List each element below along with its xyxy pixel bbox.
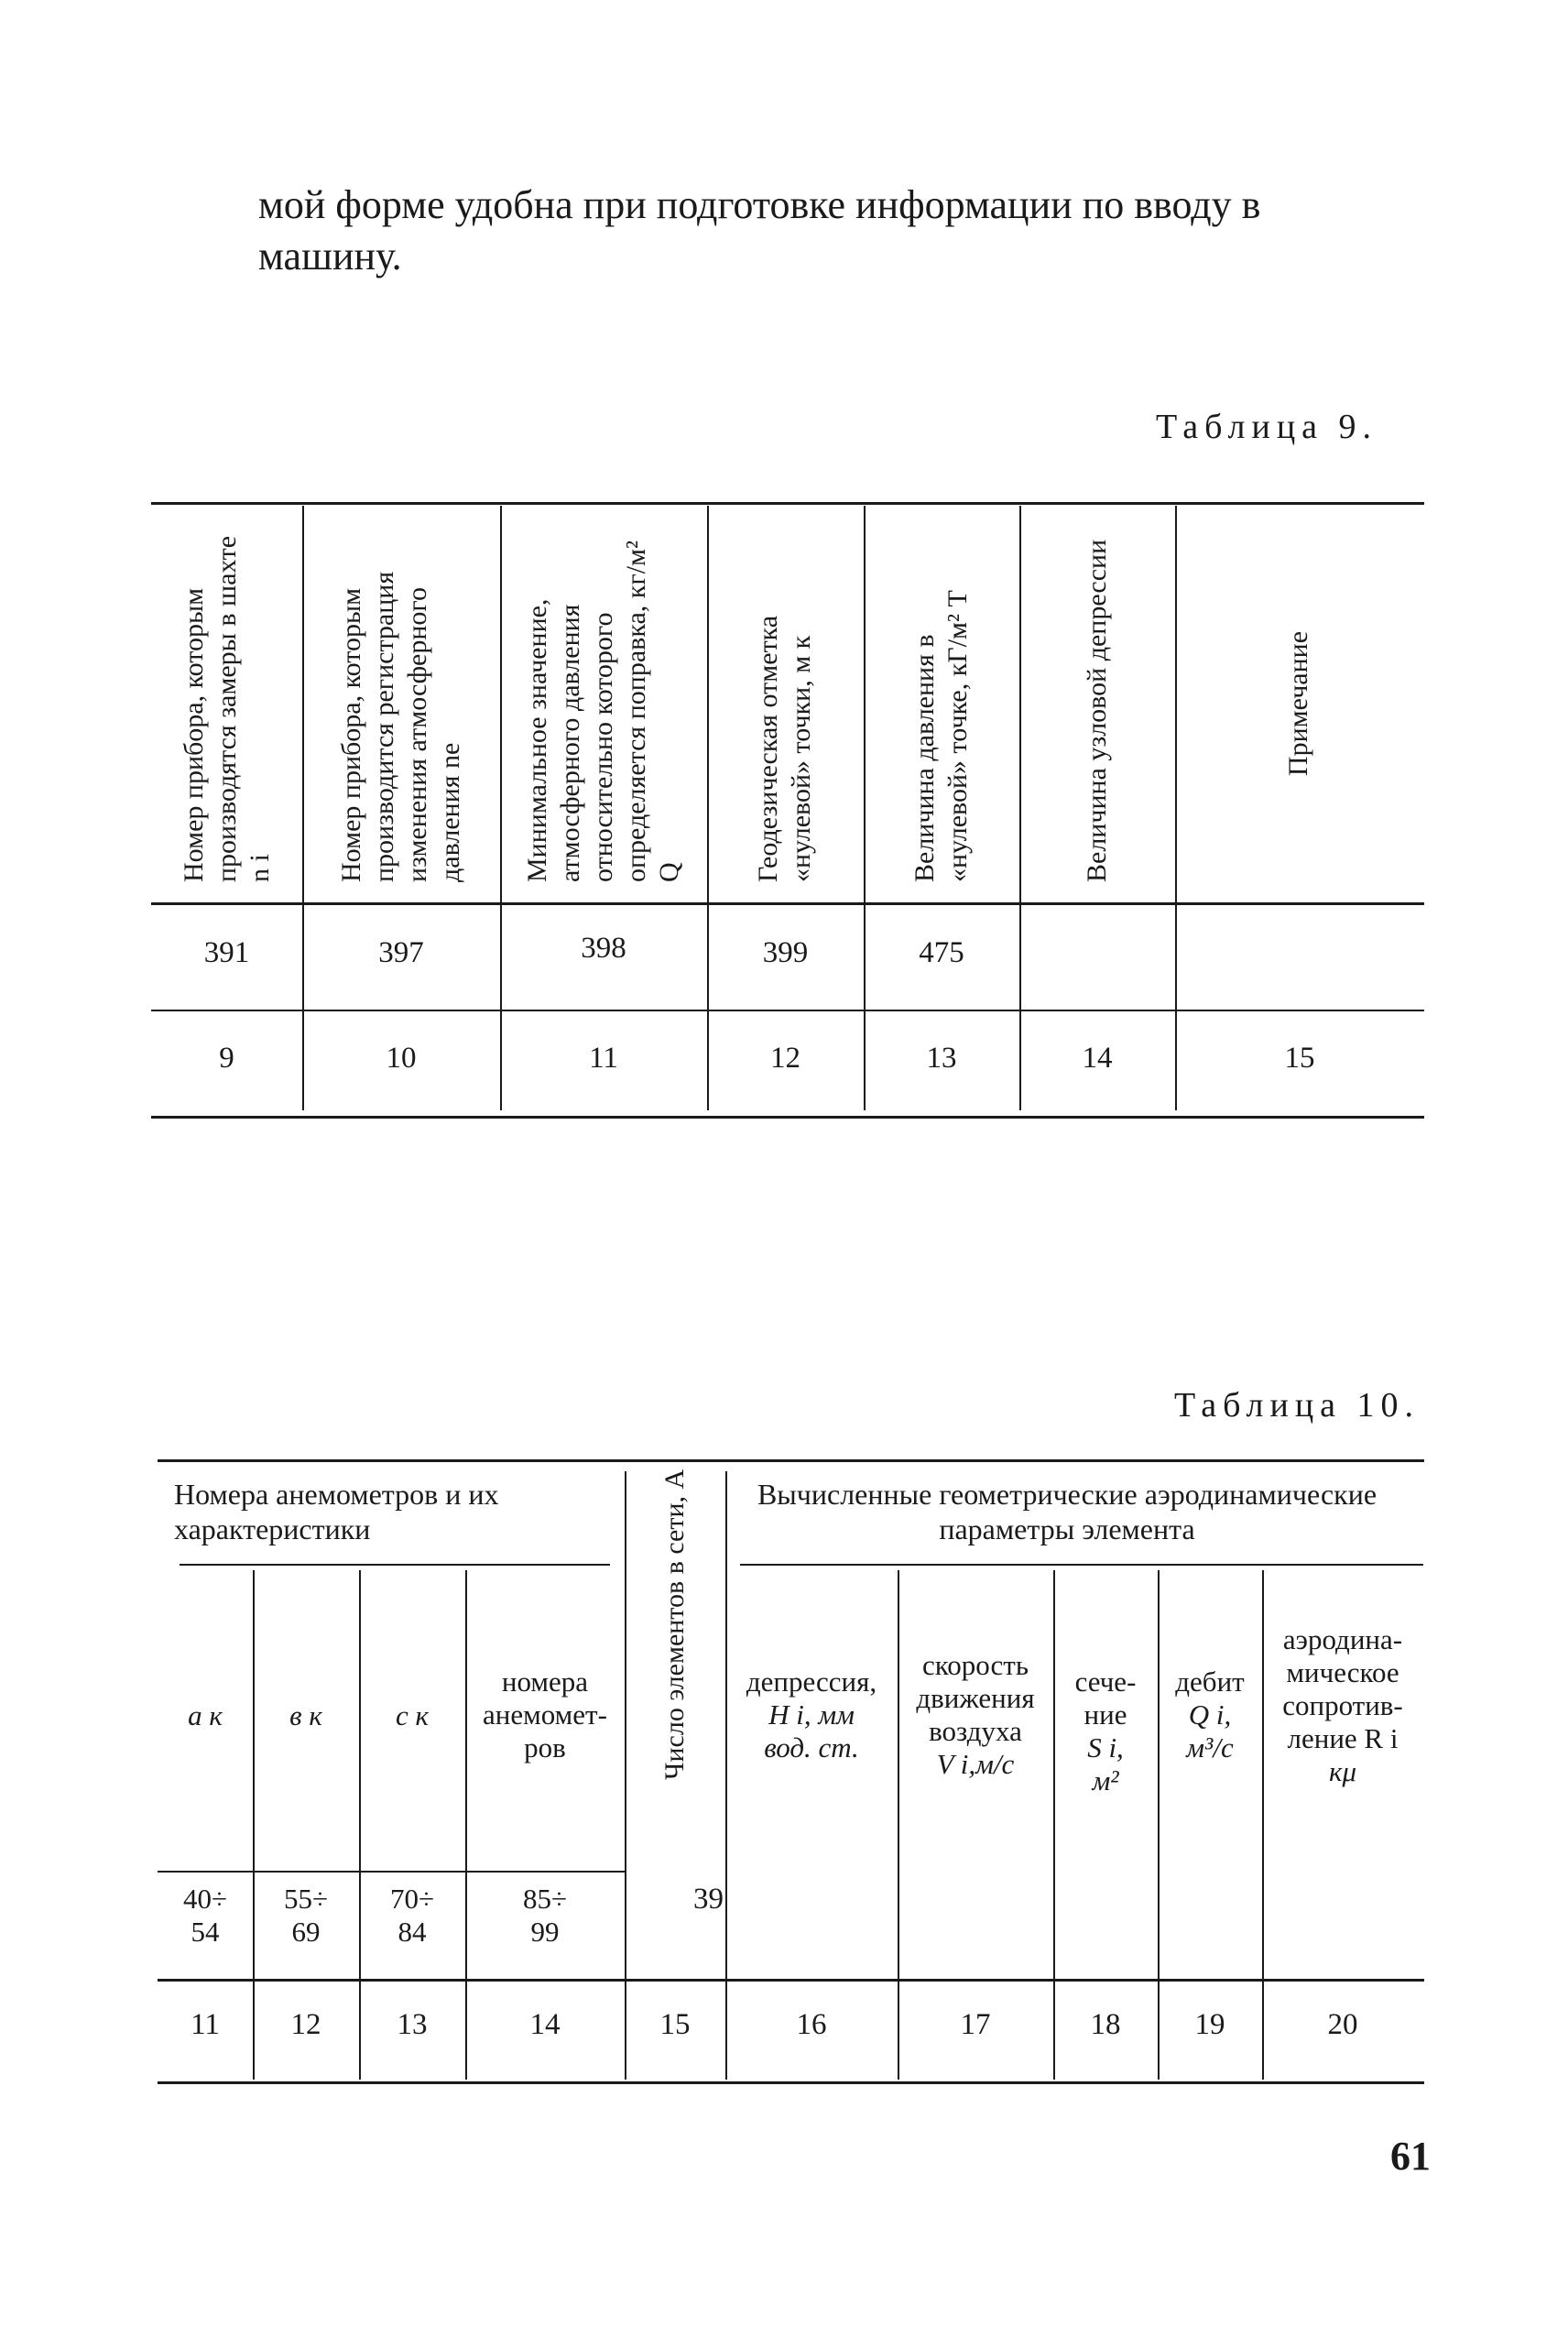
table9-number-cell: 11 <box>589 1042 618 1075</box>
table10-header-depression: депрессия, H i, мм вод. ст. <box>746 1665 877 1764</box>
table10-mid-rule <box>158 1979 1424 1982</box>
table10-group2-header: Вычисленные геометрические аэродинамические параметры элемента <box>757 1478 1377 1545</box>
table10-col-divider <box>465 1570 467 2080</box>
table9-code-cell: 397 <box>378 936 424 969</box>
table10-col-divider <box>1158 1570 1160 2080</box>
table10-number-cell: 20 <box>1327 2008 1358 2041</box>
table9-code-cell: 475 <box>919 936 964 969</box>
intro-line-1: мой форме удобна при подготовке информации по вводу в <box>258 182 1261 227</box>
table9-col-divider <box>1175 506 1177 1110</box>
table9-caption: Таблица 9. <box>1156 408 1378 446</box>
table9-col-divider <box>500 506 502 1110</box>
table9-code-cell: 391 <box>203 936 250 969</box>
table9-code-cell: 399 <box>762 936 809 969</box>
table10-number-cell: 13 <box>397 2008 428 2041</box>
table10-header-section: сече- ние S i, м² <box>1074 1665 1137 1796</box>
table10-number-cell: 16 <box>796 2008 827 2041</box>
table10-col-divider <box>253 1570 255 2080</box>
intro-paragraph <box>258 180 1431 282</box>
table10-header-anemometer-numbers: номера анемомет- ров <box>483 1665 607 1764</box>
table10-header-aero-resistance: аэродина- мическое сопротив- ление R i кμ <box>1282 1623 1403 1787</box>
table9-header-registration-number: Номер прибора, которым производится регистрация изменения атмосферного давления nе <box>336 571 465 882</box>
table10-number-cell: 12 <box>290 2008 321 2041</box>
table10-header-flow-rate: дебит Q i, м³/с <box>1175 1665 1245 1764</box>
table10-col-divider <box>1053 1570 1055 2080</box>
table9-header-zero-pressure: Величина давления в «нулевой» точке, кГ/м² Т <box>909 590 973 882</box>
table9-header-geodesic-mark: Геодезическая отметка «нулевой» точки, м к <box>753 615 816 882</box>
table9-header-min-pressure: Минимальное значение, атмосферного давления относительно которого определяется поправка, кг/м² Q <box>522 541 684 882</box>
table10-range-cell: 70÷ 84 <box>389 1883 434 1948</box>
table10-top-rule <box>158 1459 1424 1462</box>
table10-number-cell: 17 <box>960 2008 991 2041</box>
table10-header-air-speed: скорость движения воздуха V i,м/с <box>916 1649 1035 1780</box>
table9-header-note: Примечание <box>1283 630 1313 777</box>
table10-col-divider <box>898 1570 899 2080</box>
table10-header-elements-count: Число элементов в сети, А <box>659 1469 690 1780</box>
table10-caption: Таблица 10. <box>1174 1386 1421 1425</box>
table9-header-instrument-number: Номер прибора, которым производятся замеры в шахте n i <box>179 535 275 882</box>
table9-header-rule <box>151 902 1424 905</box>
table9-number-cell: 15 <box>1284 1042 1315 1075</box>
table10-header-b: в к <box>289 1699 322 1731</box>
table10-range-cell: 85÷ 99 <box>522 1883 567 1948</box>
table10-group1-header: Номера анемометров и их характеристики <box>174 1478 499 1545</box>
table10-header-rule <box>158 1871 625 1873</box>
intro-line-2: машину. <box>258 234 402 278</box>
table9-number-cell: 9 <box>219 1042 234 1075</box>
table10-col-divider <box>359 1570 361 2080</box>
table9-number-cell: 14 <box>1082 1042 1113 1075</box>
table9-code-cell: 398 <box>581 932 626 965</box>
table10-group2-rule <box>740 1564 1423 1566</box>
table10-number-cell: 18 <box>1090 2008 1121 2041</box>
table10-number-cell: 11 <box>191 2008 220 2041</box>
table9-header-nodal-depression: Величина узловой депрессии <box>1082 539 1112 882</box>
table9-top-rule <box>151 502 1424 505</box>
table10-number-cell: 14 <box>529 2008 561 2041</box>
table10-number-cell: 15 <box>659 2008 691 2041</box>
table10-range-cell: 40÷ 54 <box>182 1883 227 1948</box>
table10-header-a: а к <box>188 1699 223 1731</box>
table10-count-value: 39 <box>693 1883 724 1916</box>
table9-bottom-rule <box>151 1116 1424 1119</box>
table9-number-cell: 13 <box>926 1042 957 1075</box>
page-number: 61 <box>1390 2134 1431 2179</box>
table9-number-cell: 10 <box>386 1042 417 1075</box>
table10-number-cell: 19 <box>1194 2008 1225 2041</box>
table10-range-cell: 55÷ 69 <box>283 1883 328 1948</box>
table10-header-c: с к <box>395 1699 429 1731</box>
table9-mid-rule <box>151 1010 1424 1011</box>
table9-number-cell: 12 <box>770 1042 800 1075</box>
table10-bottom-rule <box>158 2081 1424 2084</box>
table10-group1-rule <box>180 1564 610 1566</box>
